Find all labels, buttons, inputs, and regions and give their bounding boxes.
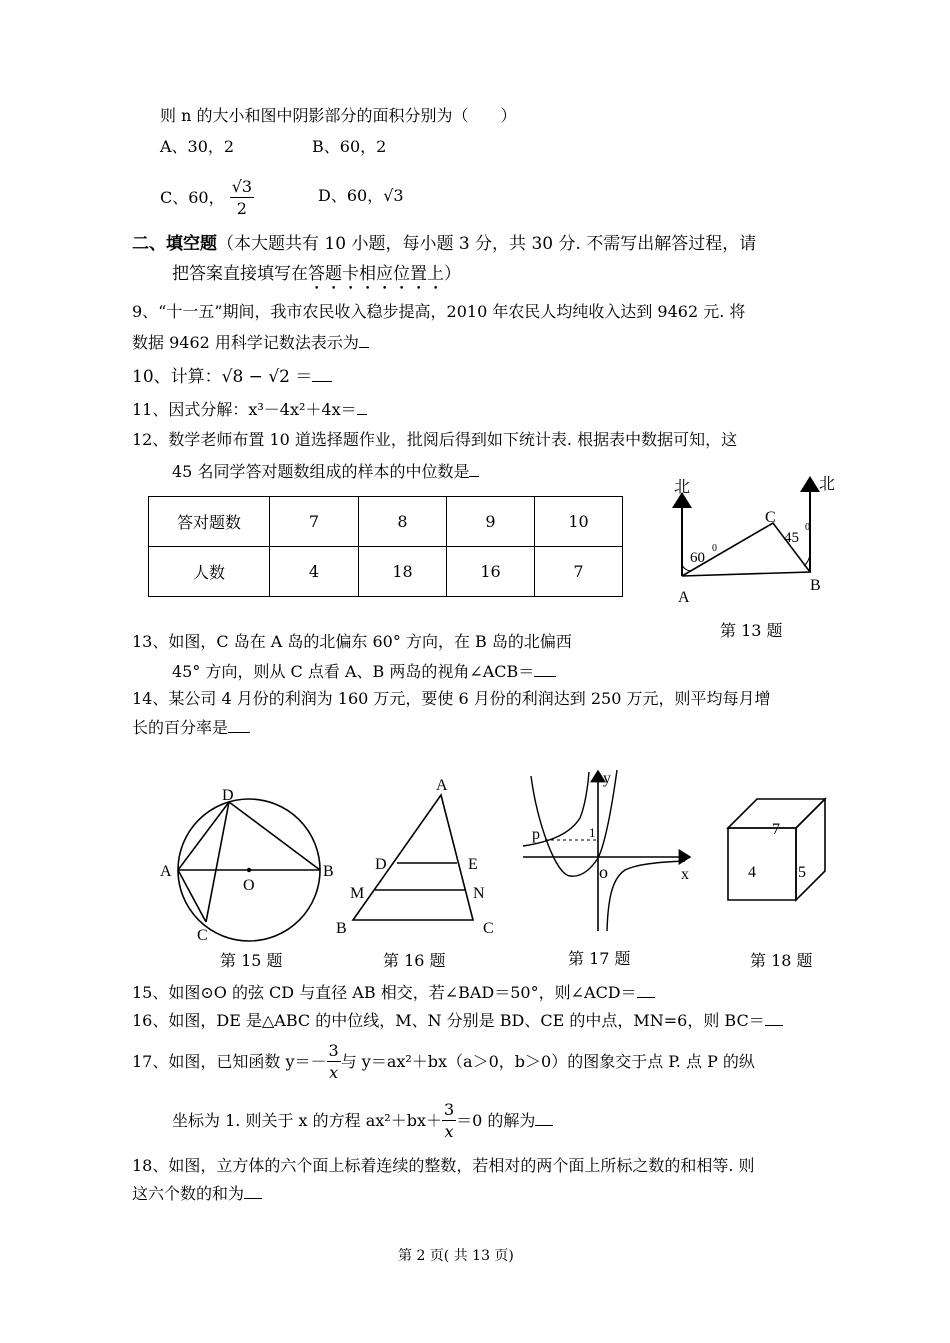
fraction-numerator: 3 (443, 1100, 455, 1119)
table-cell: 人数 (149, 547, 270, 597)
x-axis-label: x (681, 866, 689, 883)
table-cell: 18 (359, 547, 447, 597)
figure-18 (720, 790, 840, 910)
table-cell: 7 (270, 497, 359, 547)
face-value-right: 5 (798, 864, 806, 881)
q8-option-d: D、60，√3 (318, 186, 404, 205)
point-e: E (468, 856, 478, 873)
q13-line1: 13、如图，C 岛在 A 岛的北偏东 60° 方向，在 B 岛的北偏西 (132, 632, 572, 651)
q17-line2-post: ＝0 的解为 (456, 1111, 536, 1130)
table-cell: 10 (535, 497, 623, 547)
section-desc-pre: 把答案直接填写在 (172, 264, 308, 284)
fraction-denominator: x (444, 1122, 454, 1141)
q10 (132, 367, 332, 387)
face-value-top: 7 (772, 821, 780, 838)
q12-line1: 12、数学老师布置 10 道选择题作业，批阅后得到如下统计表. 根据表中数据可知，这 (132, 430, 738, 449)
chord-cd (206, 802, 229, 922)
q15-text: 15、如图⊙O 的弦 CD 与直径 AB 相交，若∠BAD＝50°，则∠ACD＝ (132, 983, 637, 1002)
q14-line1: 14、某公司 4 月份的利润为 160 万元，要使 6 月份的利润达到 250 万元，则平均每月增 (132, 689, 771, 708)
point-b: B (323, 863, 334, 880)
answer-blank (357, 414, 367, 415)
figure-17 (515, 766, 705, 936)
point-o: O (243, 877, 255, 894)
q17-line1 (132, 1038, 755, 1086)
q9-text: 数据 9462 用科学记数法表示为 (132, 333, 359, 352)
page-footer: 第 2 页( 共 13 页) (398, 1248, 514, 1264)
table-row (149, 547, 623, 597)
angle-60: 60 (690, 550, 705, 566)
north-label-b: 北 (819, 476, 836, 493)
q13-line2 (172, 662, 556, 682)
q17-pre: 17、如图，已知函数 y＝－ (132, 1052, 327, 1071)
q17-line2-pre: 坐标为 1. 则关于 x 的方程 ax²＋bx＋ (172, 1111, 442, 1130)
section-desc-post: ） (444, 264, 461, 284)
q17-fraction (442, 1100, 456, 1143)
q14-text: 长的百分率是 (132, 718, 229, 737)
point-a: A (436, 777, 448, 794)
answer-blank (469, 476, 479, 477)
fraction-denominator: x (329, 1063, 339, 1082)
figure-18-caption: 第 18 题 (750, 951, 813, 970)
point-b: B (810, 577, 821, 594)
table-cell: 8 (359, 497, 447, 547)
q13-text: 45° 方向，则从 C 点看 A、B 两岛的视角∠ACB＝ (172, 662, 535, 681)
figure-13 (660, 470, 860, 630)
q18-line1: 18、如图，立方体的六个面上标着连续的整数，若相对的两个面上所标之数的和相等. 则 (132, 1156, 755, 1175)
q15 (132, 983, 655, 1003)
q11-text: 11、因式分解：x³－4x²＋4x＝ (132, 400, 357, 419)
section-desc-line2 (172, 264, 461, 294)
table-cell: 4 (270, 547, 359, 597)
y-axis-label: y (603, 770, 611, 787)
figure-16-caption: 第 16 题 (383, 951, 446, 970)
cube-front-face (728, 828, 796, 900)
q8-stem: 则 n 的大小和图中阴影部分的面积分别为（ ） (160, 106, 517, 125)
q18-line2 (132, 1184, 262, 1204)
center-dot (247, 868, 251, 872)
answer-blank (765, 1025, 783, 1026)
answer-blank (244, 1198, 262, 1199)
point-d: D (375, 856, 387, 873)
figure-15 (150, 770, 350, 960)
degree-sup: 0 (805, 522, 810, 533)
answer-blank (312, 381, 332, 382)
point-n: N (473, 885, 485, 902)
q9-line1: 9、“十一五”期间，我市农民收入稳步提高，2010 年农民人均纯收入达到 9462 元. 将 (132, 302, 746, 321)
q12-text: 45 名同学答对题数组成的样本的中位数是 (172, 462, 470, 481)
degree-sup: 0 (712, 543, 717, 554)
table-cell: 16 (447, 547, 535, 597)
q11 (132, 400, 367, 420)
angle-45: 45 (784, 530, 799, 546)
q8-option-c (160, 170, 254, 226)
answer-blank (637, 997, 655, 998)
triangle-abc (353, 795, 473, 920)
hyperbola-branch-right (607, 861, 685, 931)
table-cell: 7 (535, 547, 623, 597)
fraction-denominator: 2 (236, 199, 247, 218)
figure-13-caption: 第 13 题 (720, 621, 783, 640)
table-row (149, 497, 623, 547)
q8-option-b: B、60，2 (312, 137, 387, 156)
q16-text: 16、如图，DE 是△ABC 的中位线，M、N 分别是 BD、CE 的中点，MN=6，则 BC＝ (132, 1011, 765, 1030)
point-d: D (222, 787, 234, 804)
answer-blank (535, 1125, 553, 1126)
answer-blank (359, 347, 369, 348)
figure-16 (330, 770, 510, 940)
point-p-label: p (532, 826, 540, 843)
section-desc: （本大题共有 10 小题，每小题 3 分，共 30 分. 不需写出解答过程，请 (217, 234, 757, 254)
q12-line2 (172, 462, 479, 482)
point-m: M (350, 885, 365, 902)
table-cell: 答对题数 (149, 497, 270, 547)
statistics-table (148, 496, 623, 597)
q17-line2 (172, 1097, 553, 1145)
q18-text: 这六个数的和为 (132, 1184, 245, 1203)
fraction-numerator: 3 (328, 1041, 339, 1060)
q14-line2 (132, 718, 250, 738)
q17-fraction (327, 1041, 341, 1084)
north-label-a: 北 (674, 479, 691, 496)
cube-right-face (796, 799, 825, 900)
answer-blank (534, 676, 556, 677)
section-desc-dotted: 答题卡相应位置上 (308, 264, 444, 284)
value-one-label: 1 (589, 825, 596, 840)
q16 (132, 1011, 783, 1031)
fraction-numerator: √3 (231, 177, 253, 196)
section-title: 二、填空题 (132, 234, 217, 254)
segment-bd (229, 802, 320, 870)
q8-option-c-fraction (230, 177, 254, 220)
point-c: C (197, 927, 208, 944)
point-c: C (483, 920, 494, 937)
section-heading (132, 234, 756, 254)
point-a: A (160, 863, 172, 880)
point-c: C (765, 509, 776, 526)
q10-text: 10、计算：√8 − √2 ＝ (132, 367, 313, 387)
origin-label: o (599, 862, 608, 882)
figure-17-caption: 第 17 题 (568, 949, 631, 968)
q17-post: 与 y＝ax²＋bx（a＞0，b＞0）的图象交于点 P. 点 P 的纵 (340, 1052, 755, 1071)
segment-ad (178, 802, 229, 870)
answer-blank (228, 732, 250, 733)
table-cell: 9 (447, 497, 535, 547)
point-a: A (678, 589, 690, 606)
q8-option-a: A、30，2 (160, 137, 235, 156)
face-value-left: 4 (748, 864, 756, 881)
figure-15-caption: 第 15 题 (220, 951, 283, 970)
q9-line2 (132, 333, 369, 353)
point-b: B (336, 920, 347, 937)
q8-option-c-prefix: C、60， (160, 188, 225, 207)
